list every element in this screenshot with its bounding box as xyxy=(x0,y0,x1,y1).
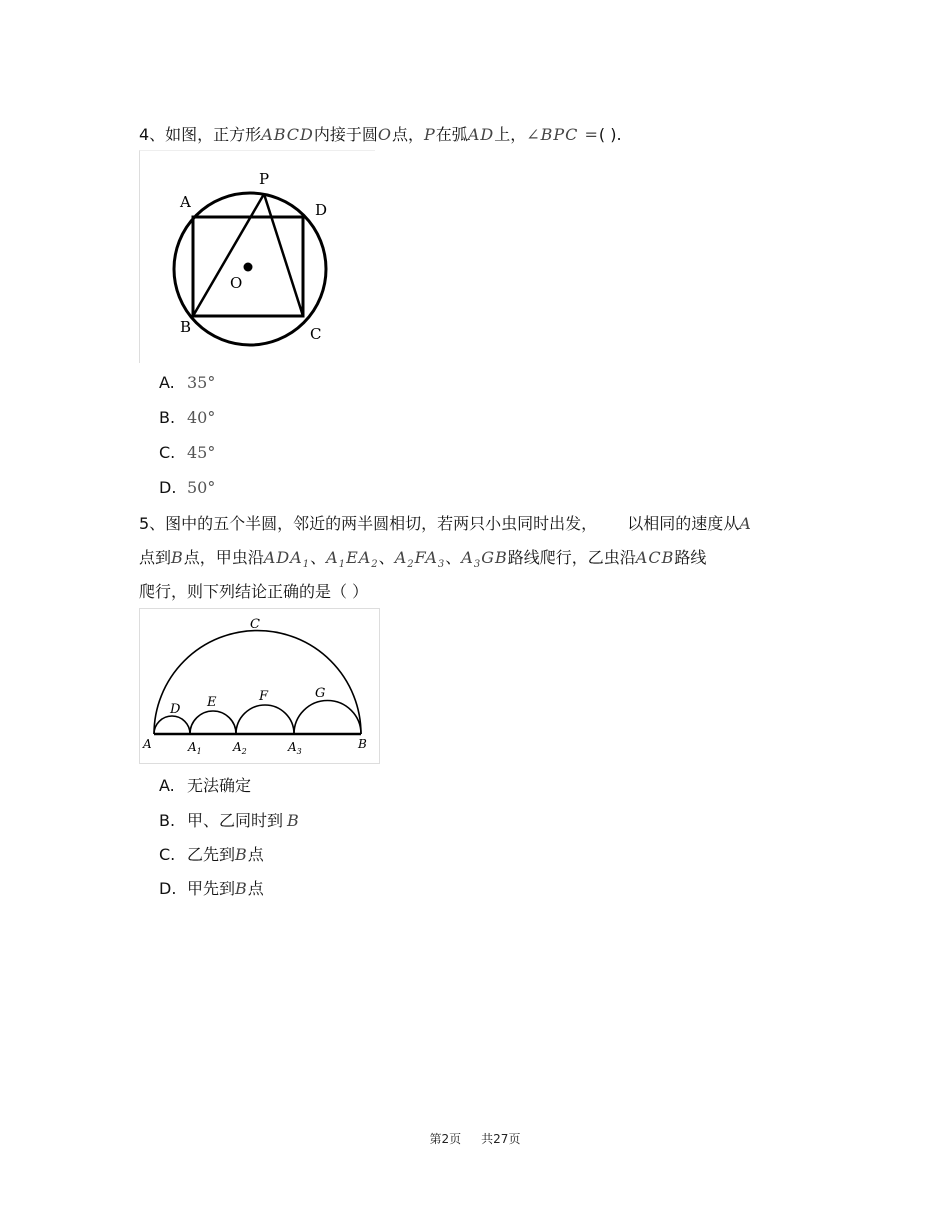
q5-math-b: B xyxy=(171,548,184,567)
page-total: 共27页 xyxy=(481,1132,521,1146)
arc-a2fa3 xyxy=(236,705,294,734)
arc-acb xyxy=(154,631,361,734)
arc-a3gb xyxy=(294,701,361,735)
option-math: B xyxy=(287,811,300,830)
label-a: A xyxy=(180,193,191,211)
q4-option-c[interactable] xyxy=(159,442,215,464)
circle-square-diagram xyxy=(140,151,375,363)
option-text: 甲、乙同时到 xyxy=(187,811,284,830)
option-text: 乙先到 xyxy=(187,845,236,864)
option-label: A. xyxy=(159,373,175,392)
semicircles-diagram xyxy=(140,609,379,763)
q5-path-2: $A_1EA_2$ xyxy=(326,548,379,571)
q5-text: 路线 xyxy=(674,548,707,567)
arc-a1ea2 xyxy=(190,711,236,734)
question-5-line-2 xyxy=(139,547,706,576)
segment-pc xyxy=(264,194,303,316)
q5-text: 点，甲虫沿 xyxy=(183,548,264,567)
option-label: B. xyxy=(159,811,176,830)
page-footer xyxy=(0,1130,950,1147)
label-c: C xyxy=(310,325,322,343)
q4-math-point: P xyxy=(424,125,436,144)
q5-path-3: $A_2FA_3$ xyxy=(394,548,446,571)
q4-text: 点， xyxy=(392,125,425,144)
q4-math-angle: ∠BPC = xyxy=(526,125,599,144)
q4-math-arc: AD xyxy=(467,125,495,144)
option-math: B xyxy=(235,845,248,864)
question-4-stem xyxy=(139,124,622,146)
label-c: C xyxy=(250,617,260,632)
q5-option-d[interactable] xyxy=(159,878,264,900)
q5-text: 路线爬行，乙虫沿 xyxy=(507,548,636,567)
q4-option-d[interactable] xyxy=(159,477,215,499)
option-text: 无法确定 xyxy=(187,776,252,795)
option-value: 35° xyxy=(187,373,216,392)
q5-path-1: $ADA_1$ xyxy=(263,548,311,571)
q5-path-5: ACB xyxy=(635,548,675,567)
option-text: 甲先到 xyxy=(187,879,236,898)
q4-text: 内接于圆 xyxy=(313,125,378,144)
q5-sep: 、 xyxy=(310,548,327,567)
option-math: B xyxy=(235,879,248,898)
q4-text: 上， xyxy=(494,125,527,144)
option-label: D. xyxy=(159,879,177,898)
option-label: D. xyxy=(159,478,177,497)
option-text: 点 xyxy=(247,845,264,864)
center-point-o xyxy=(244,263,253,272)
label-p: P xyxy=(259,170,270,188)
option-value: 45° xyxy=(187,443,216,462)
option-label: C. xyxy=(159,845,176,864)
q5-sep: 、 xyxy=(378,548,395,567)
q4-text: 4、如图，正方形 xyxy=(139,125,262,144)
label-a2: $A_2$ xyxy=(233,740,247,756)
label-b: B xyxy=(358,737,367,751)
q4-option-a[interactable] xyxy=(159,372,215,394)
q5-text: 点到 xyxy=(139,548,172,567)
q4-option-b[interactable] xyxy=(159,407,215,429)
option-text: 点 xyxy=(247,879,264,898)
q5-sep: 、 xyxy=(445,548,462,567)
q5-text: 爬行，则下列结论正确的是（ ） xyxy=(139,582,369,601)
q5-figure xyxy=(139,608,380,764)
q5-option-c[interactable] xyxy=(159,844,264,866)
q5-text: 以相同的速度从 xyxy=(627,514,740,533)
label-a1: $A_1$ xyxy=(188,740,202,756)
label-g: G xyxy=(315,686,326,701)
q5-path-4: $A_3GB$ xyxy=(461,548,508,571)
label-d: D xyxy=(315,201,328,219)
q4-figure xyxy=(139,150,375,363)
label-a3: $A_3$ xyxy=(288,740,302,756)
q4-text: ( ). xyxy=(598,125,622,144)
option-value: 50° xyxy=(187,478,216,497)
label-d: D xyxy=(170,702,181,717)
label-a: A xyxy=(143,737,152,751)
q4-text: 在弧 xyxy=(435,125,468,144)
arc-ada1 xyxy=(154,716,190,734)
segment-pb xyxy=(193,194,264,316)
option-label: B. xyxy=(159,408,176,427)
q4-math-circle: O xyxy=(377,125,393,144)
label-b: B xyxy=(180,318,192,336)
label-f: F xyxy=(259,689,269,704)
q5-option-a[interactable] xyxy=(159,775,251,797)
q5-option-b[interactable] xyxy=(159,810,300,832)
question-5-line-1 xyxy=(139,513,752,535)
label-e: E xyxy=(207,695,217,710)
label-o: O xyxy=(230,274,243,292)
q5-text: 5、图中的五个半圆，邻近的两半圆相切，若两只小虫同时出发， xyxy=(139,514,598,533)
q5-math-a: A xyxy=(739,514,752,533)
question-5-line-3 xyxy=(139,581,368,603)
option-label: A. xyxy=(159,776,175,795)
page-number: 第2页 xyxy=(429,1132,462,1146)
option-value: 40° xyxy=(187,408,216,427)
option-label: C. xyxy=(159,443,176,462)
q4-math-square: ABCD xyxy=(261,125,314,144)
